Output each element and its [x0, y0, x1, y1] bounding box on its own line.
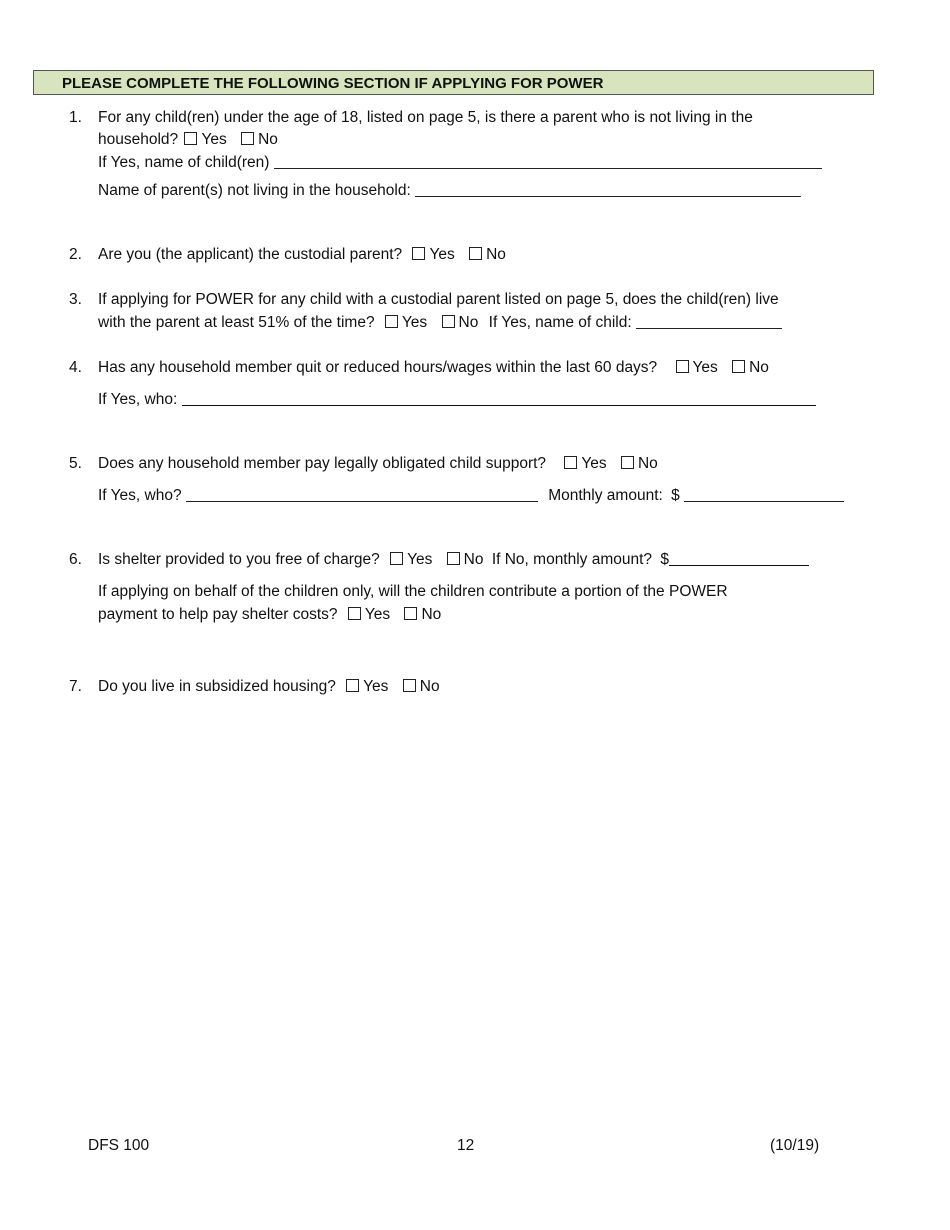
q1-number: 1.: [69, 109, 82, 126]
q1-no-checkbox[interactable]: [241, 132, 254, 145]
q5-who-row: [98, 486, 844, 506]
q3-child-label: If Yes, name of child:: [488, 314, 632, 331]
q6-row: [98, 550, 809, 570]
q1-yes-label: Yes: [201, 131, 227, 148]
q7-text: Do you live in subsidized housing?: [98, 678, 336, 695]
q1-line2: [98, 130, 278, 150]
q6-number: 6.: [69, 551, 82, 568]
q5-yes-checkbox[interactable]: [564, 456, 577, 469]
q4-yes-checkbox[interactable]: [676, 360, 689, 373]
q2-yes-checkbox[interactable]: [412, 247, 425, 260]
q3-yes-label: Yes: [401, 314, 428, 331]
q4-no-label: No: [749, 359, 769, 376]
q5-currency: $: [671, 487, 680, 504]
q5-text: Does any household member pay legally obligated child support?: [98, 455, 547, 472]
q5-who-label: If Yes, who?: [98, 487, 182, 504]
q3-line2: [98, 313, 782, 333]
q3-text: If applying for POWER for any child with a custodial parent listed on page 5, does the child(ren) live: [98, 291, 779, 308]
q7-no-label: No: [419, 678, 440, 695]
q6-sub-row: [98, 605, 441, 625]
q7-yes-checkbox[interactable]: [346, 679, 359, 692]
q4-who-input[interactable]: [182, 391, 816, 406]
q1-no-label: No: [258, 131, 278, 148]
q2-no-checkbox[interactable]: [469, 247, 482, 260]
q3-yes-checkbox[interactable]: [385, 315, 398, 328]
q7-no-checkbox[interactable]: [403, 679, 416, 692]
q5-number: 5.: [69, 455, 82, 472]
footer-revision: (10/19): [770, 1137, 820, 1154]
q7-row: [98, 677, 440, 697]
q6-sub-yes-label: Yes: [364, 606, 391, 623]
q6-amount-label: If No, monthly amount?: [491, 551, 653, 568]
q1-children-row: [98, 153, 822, 173]
q2-number: 2.: [69, 246, 82, 263]
q1-text-cont: household?: [98, 131, 179, 148]
q4-number: 4.: [69, 359, 82, 376]
q1-parent-label: Name of parent(s) not living in the household:: [98, 182, 411, 199]
q4-row: [98, 358, 769, 378]
q4-no-checkbox[interactable]: [732, 360, 745, 373]
q2-text: Are you (the applicant) the custodial parent?: [98, 246, 403, 263]
q3-no-label: No: [458, 314, 479, 331]
q1-parent-row: [98, 181, 801, 201]
section-header-text: PLEASE COMPLETE THE FOLLOWING SECTION IF APPLYING FOR POWER: [62, 75, 604, 92]
q4-text: Has any household member quit or reduced hours/wages within the last 60 days?: [98, 359, 658, 376]
q6-amount-input[interactable]: [669, 551, 809, 566]
q1-yes-checkbox[interactable]: [184, 132, 197, 145]
q6-sub-text-cont: payment to help pay shelter costs?: [98, 606, 338, 623]
q6-no-label: No: [463, 551, 484, 568]
q6-yes-label: Yes: [407, 551, 433, 568]
q1-children-label: If Yes, name of child(ren): [98, 154, 270, 171]
footer-page-number: 12: [457, 1137, 475, 1154]
q5-row: [98, 454, 658, 474]
q5-no-checkbox[interactable]: [621, 456, 634, 469]
q6-sub-text: If applying on behalf of the children only, will the children contribute a portion of the POWER: [98, 583, 728, 600]
q6-currency: $: [660, 551, 669, 568]
q3-text-cont: with the parent at least 51% of the time?: [98, 314, 375, 331]
q6-sub-no-checkbox[interactable]: [404, 607, 417, 620]
q7-number: 7.: [69, 678, 82, 695]
q7-yes-label: Yes: [363, 678, 389, 695]
q5-yes-label: Yes: [581, 455, 607, 472]
q1-text: For any child(ren) under the age of 18, listed on page 5, is there a parent who is not living in the: [98, 109, 753, 126]
q2-yes-label: Yes: [429, 246, 455, 263]
q5-no-label: No: [637, 455, 658, 472]
q2-row: [98, 245, 506, 265]
footer-form-id: DFS 100: [88, 1137, 150, 1154]
q6-text: Is shelter provided to you free of charge?: [98, 551, 380, 568]
q5-who-input[interactable]: [186, 487, 538, 502]
q1-children-input[interactable]: [274, 154, 822, 169]
q6-yes-checkbox[interactable]: [390, 552, 403, 565]
q2-no-label: No: [486, 246, 506, 263]
q3-child-input[interactable]: [636, 314, 782, 329]
q5-amount-label: Monthly amount:: [548, 487, 663, 504]
q3-no-checkbox[interactable]: [442, 315, 455, 328]
q6-no-checkbox[interactable]: [447, 552, 460, 565]
q3-number: 3.: [69, 291, 82, 308]
q5-amount-input[interactable]: [684, 487, 844, 502]
q4-yes-label: Yes: [692, 359, 718, 376]
q4-who-label: If Yes, who:: [98, 391, 178, 408]
q6-sub-no-label: No: [421, 606, 442, 623]
q6-sub-yes-checkbox[interactable]: [348, 607, 361, 620]
q1-parent-input[interactable]: [415, 182, 801, 197]
section-header: [33, 70, 874, 95]
q4-who-row: [98, 390, 816, 410]
